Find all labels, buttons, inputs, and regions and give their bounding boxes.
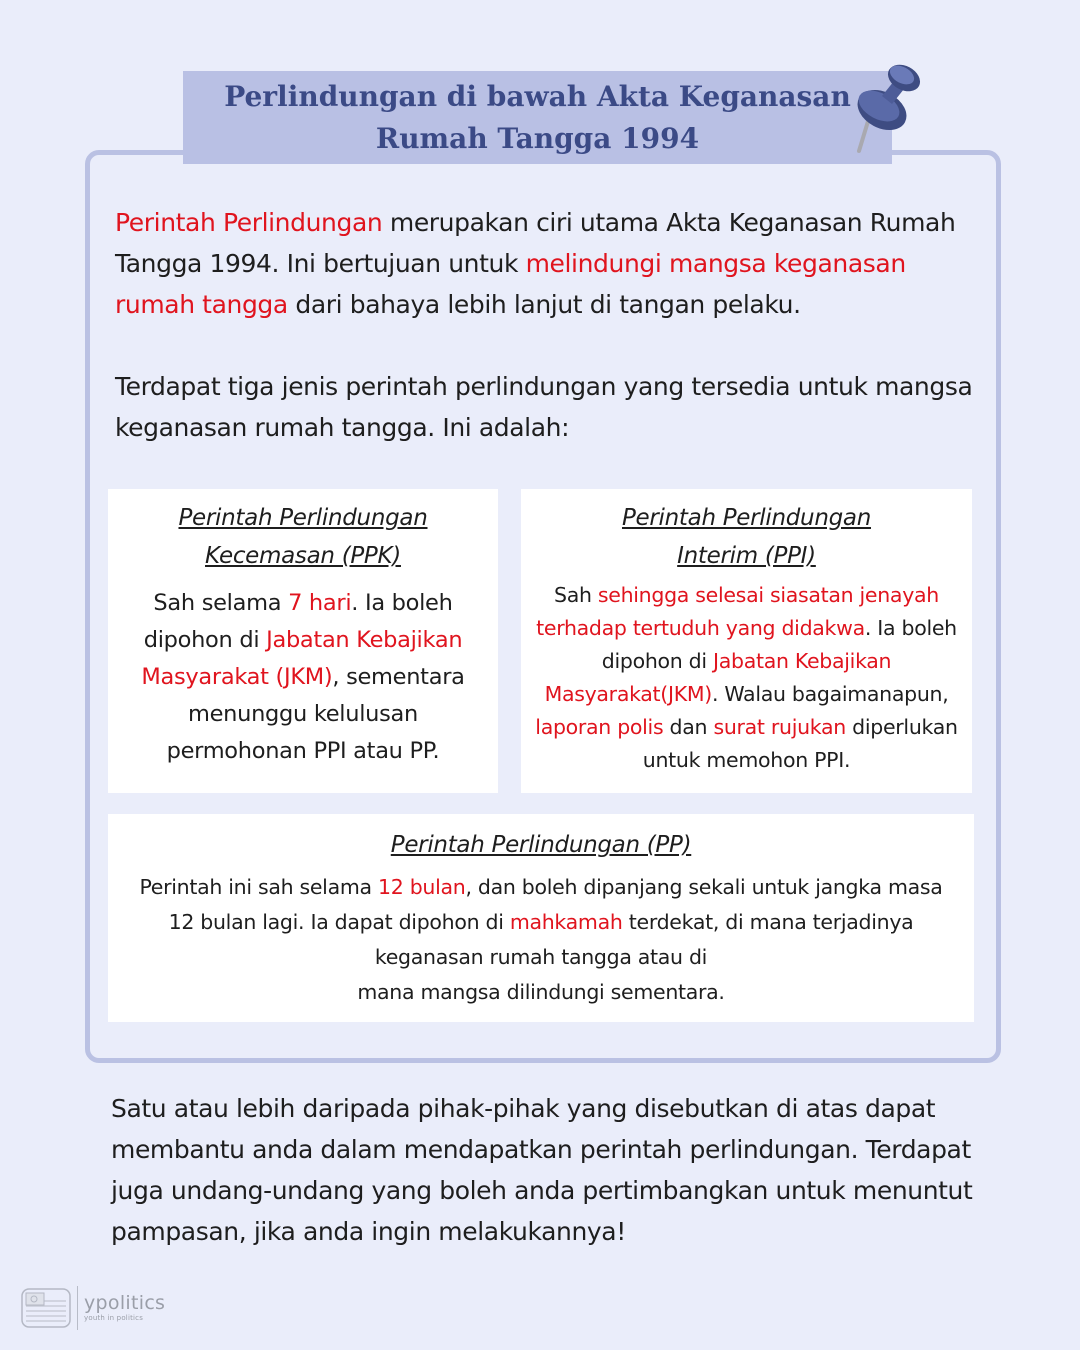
card-pp	[108, 814, 974, 1022]
card-ppi-body	[527, 579, 966, 777]
card-ppk-title	[120, 499, 486, 575]
card-ppk	[108, 489, 498, 793]
card-ppi-highlight-police-report: laporan polis	[535, 715, 664, 739]
card-pp-body	[128, 870, 954, 1010]
brand-name: ypolitics	[84, 1292, 166, 1314]
card-pp-text: Perintah ini sah selama	[139, 875, 378, 899]
card-pp-highlight-court: mahkamah	[509, 910, 623, 934]
card-ppk-body	[120, 585, 486, 770]
card-ppi-text: . Walau bagaimanapun,	[711, 682, 949, 706]
card-ppi	[521, 489, 972, 793]
page-title-line-2: Rumah Tangga 1994	[375, 121, 700, 155]
intro-text-types: Terdapat tiga jenis perintah perlindungan yang tersedia untuk mangsa keganasan rumah tangga. Ini adalah:	[115, 372, 973, 442]
outro-paragraph: Satu atau lebih daripada pihak-pihak yang disebutkan di atas dapat membantu anda dalam mendapatkan perintah perlindungan. Terdapat juga undang-undang yang boleh anda pertimbangkan untuk menuntut pampasan, jika anda ingin melakukannya!	[111, 1094, 973, 1246]
card-ppi-highlight-jkm: Jabatan Kebajikan Masyarakat(JKM)	[544, 649, 892, 706]
card-ppk-text: , sementara menunggu kelulusan permohonan PPI atau PP.	[166, 664, 465, 764]
logo-text	[84, 1293, 165, 1323]
card-ppi-text: dan	[663, 715, 714, 739]
intro-paragraph-1	[115, 202, 975, 325]
brand-logo	[20, 1284, 165, 1332]
card-ppi-text: . Ia boleh dipohon di	[601, 616, 957, 673]
card-ppi-highlight-referral-letter: surat rujukan	[713, 715, 846, 739]
push-pin-icon	[842, 58, 932, 158]
ypolitics-logo-mark	[20, 1287, 72, 1329]
title-banner	[183, 71, 892, 164]
logo-divider	[77, 1286, 78, 1330]
card-ppk-highlight-duration: 7 hari	[288, 590, 352, 616]
brand-tagline: youth in politics	[84, 1314, 144, 1322]
intro-paragraph-2	[115, 366, 975, 448]
card-ppk-title-line-2: Kecemasan (PPK)	[205, 543, 401, 569]
card-ppi-title	[527, 499, 966, 575]
card-pp-highlight-duration: 12 bulan	[378, 875, 466, 899]
intro-text: merupakan ciri utama Akta Keganasan Rumah Tangga 1994. Ini bertujuan untuk	[115, 208, 956, 278]
card-pp-text: , dan boleh dipanjang sekali untuk jangka masa 12 bulan lagi. Ia dapat dipohon di	[168, 875, 943, 934]
page-title-line-1: Perlindungan di bawah Akta Keganasan	[224, 79, 851, 113]
intro-text: dari bahaya lebih lanjut di tangan pelaku.	[287, 290, 801, 319]
card-ppi-text: Sah	[554, 583, 598, 607]
card-ppi-title-line-2: Interim (PPI)	[677, 543, 816, 569]
card-ppi-highlight-duration: sehingga selesai siasatan jenayah terhadap tertuduh yang didakwa	[536, 583, 939, 640]
card-pp-text: mana mangsa dilindungi sementara.	[357, 980, 725, 1004]
card-ppk-highlight-jkm: Jabatan Kebajikan Masyarakat (JKM)	[141, 627, 463, 690]
intro-highlight-protection-order: Perintah Perlindungan	[115, 208, 383, 237]
card-ppk-text: Sah selama	[153, 590, 289, 616]
card-ppk-text: . Ia boleh dipohon di	[143, 590, 453, 653]
card-ppi-text: diperlukan untuk memohon PPI.	[642, 715, 958, 772]
card-pp-text: terdekat, di mana terjadinya keganasan rumah tangga atau di	[374, 910, 914, 969]
card-ppi-title-line-1: Perintah Perlindungan	[621, 505, 871, 531]
intro-highlight-protect-victims: melindungi mangsa keganasan rumah tangga	[115, 249, 906, 319]
card-pp-title: Perintah Perlindungan (PP)	[390, 832, 692, 858]
card-ppk-title-line-1: Perintah Perlindungan	[178, 505, 428, 531]
